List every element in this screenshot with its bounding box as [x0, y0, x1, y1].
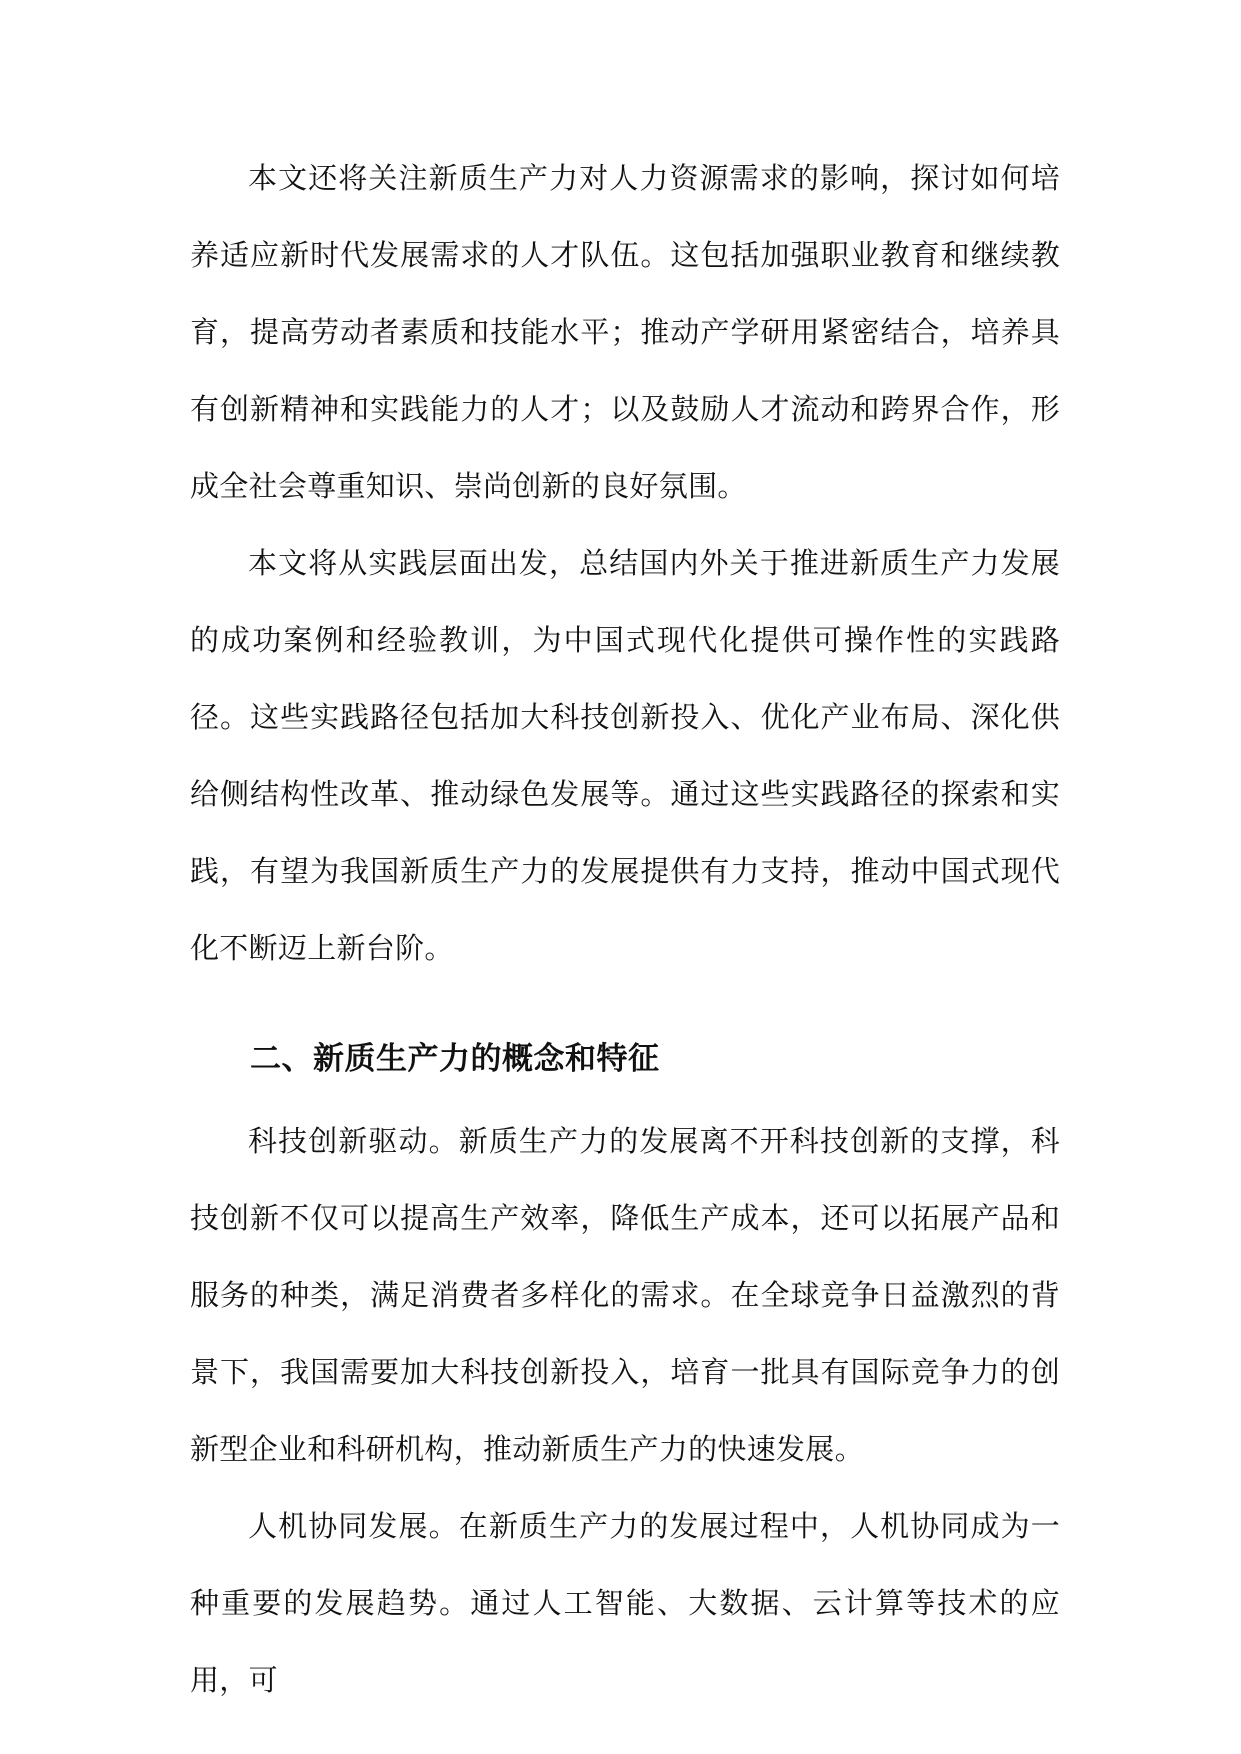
- paragraph-practice-paths: 本文将从实践层面出发，总结国内外关于推进新质生产力发展的成功案例和经验教训，为中国式现代化提供可操作性的实践路径。这些实践路径包括加大科技创新投入、优化产业布局、深化供给侧结构性改革、推动绿色发展等。通过这些实践路径的探索和实践，有望为我国新质生产力的发展提供有力支持，推动中国式现代化不断迈上新台阶。: [190, 546, 1060, 965]
- paragraph-human-machine: 人机协同发展。在新质生产力的发展过程中，人机协同成为一种重要的发展趋势。通过人工智能、大数据、云计算等技术的应用，可: [190, 1509, 1060, 1697]
- paragraph-tech-innovation: 科技创新驱动。新质生产力的发展离不开科技创新的支撑，科技创新不仅可以提高生产效率，降低生产成本，还可以拓展产品和服务的种类，满足消费者多样化的需求。在全球竞争日益激烈的背景下，我国需要加大科技创新投入，培育一批具有国际竞争力的创新型企业和科研机构，推动新质生产力的快速发展。: [190, 1124, 1060, 1466]
- document-body: [190, 140, 1060, 1719]
- paragraph-talent: 本文还将关注新质生产力对人力资源需求的影响，探讨如何培养适应新时代发展需求的人才队伍。这包括加强职业教育和继续教育，提高劳动者素质和技能水平；推动产学研用紧密结合，培养具有创新精神和实践能力的人才；以及鼓励人才流动和跨界合作，形成全社会尊重知识、崇尚创新的良好氛围。: [190, 161, 1060, 503]
- section-heading: 二、新质生产力的概念和特征: [250, 1041, 660, 1077]
